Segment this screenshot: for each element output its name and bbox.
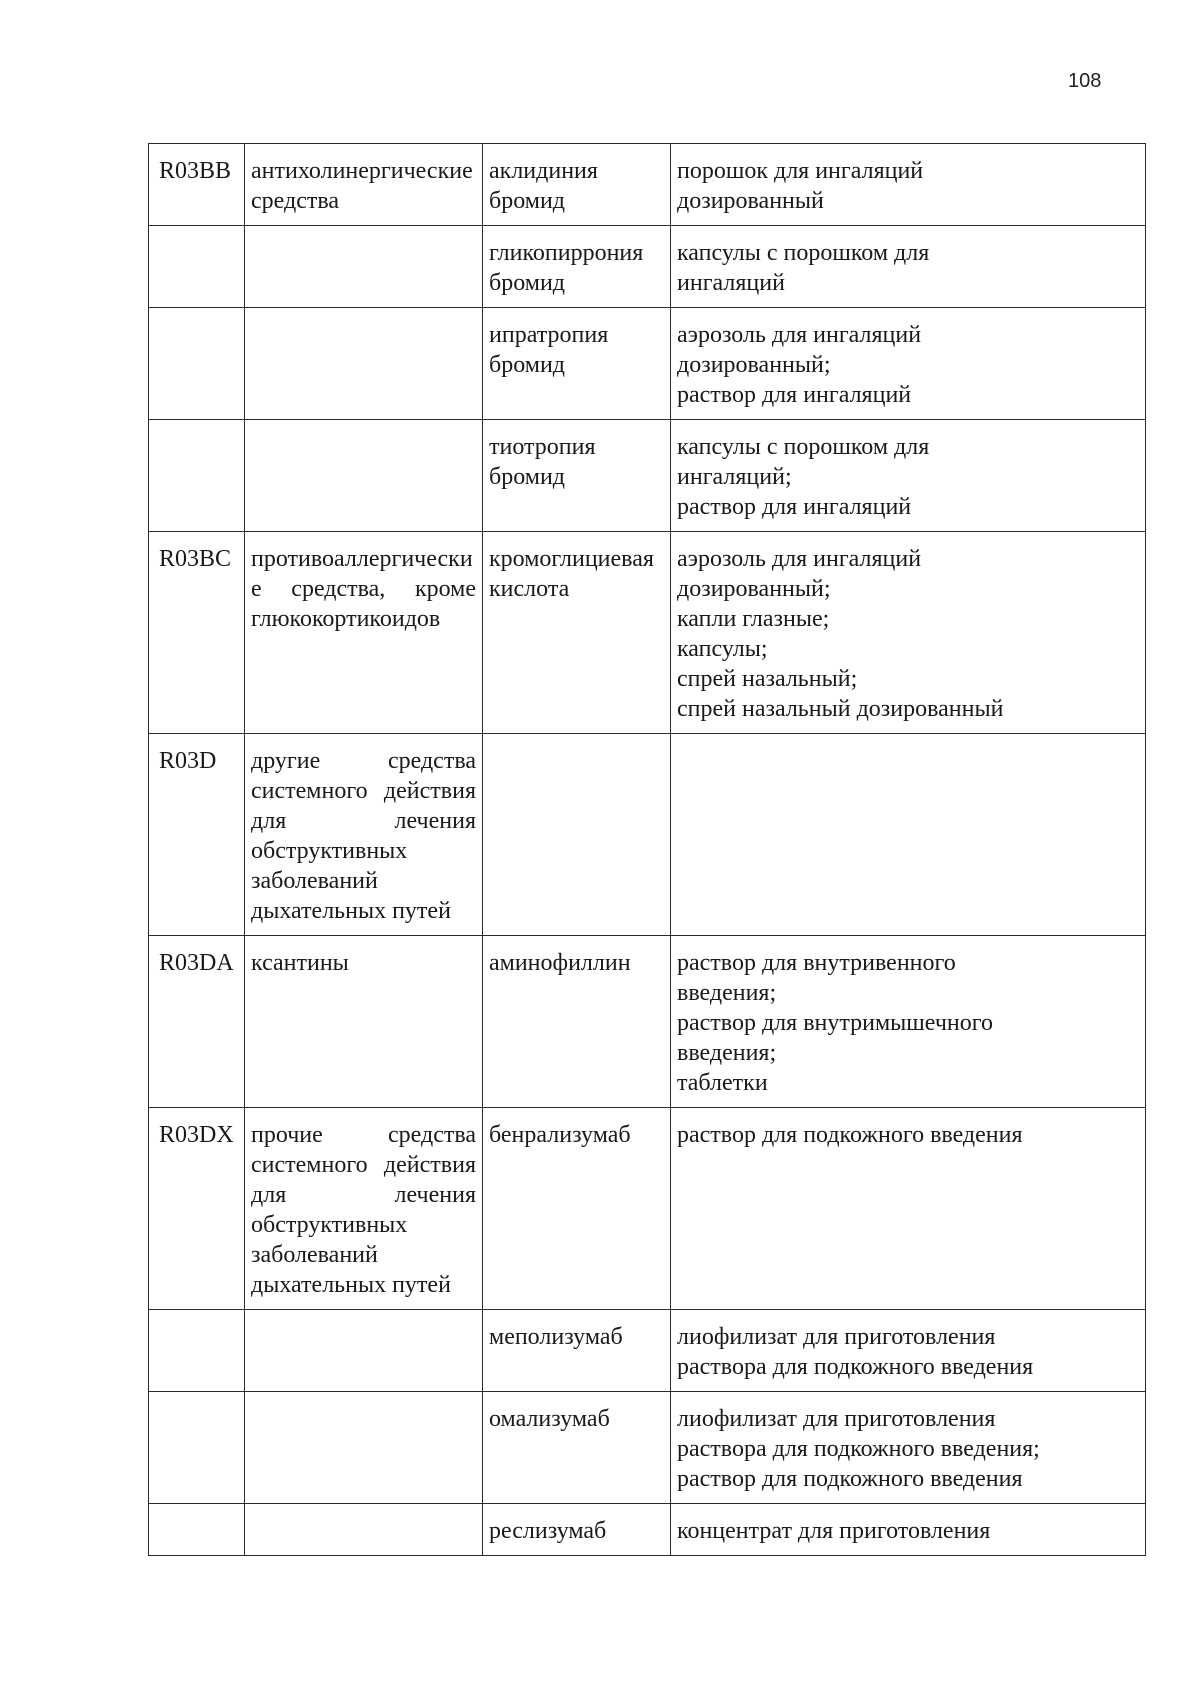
group-cell [245, 308, 483, 420]
group-line: для лечения [251, 1182, 476, 1208]
drug-name-line: бенрализумаб [489, 1122, 631, 1148]
drug-name-cell [483, 734, 671, 936]
dosage-form-cell [671, 1310, 1146, 1392]
table-row [149, 1108, 1146, 1310]
group-cell [245, 226, 483, 308]
dosage-form-line: капсулы; [677, 636, 768, 662]
drug-name-line: ипратропия [489, 322, 609, 348]
group-line: системного действия [251, 1152, 476, 1178]
table-row [149, 532, 1146, 734]
group-cell [245, 420, 483, 532]
group-line: системного действия [251, 778, 476, 804]
group-line: дыхательных путей [251, 898, 451, 924]
drug-name-line: реслизумаб [489, 1518, 607, 1544]
table-row [149, 420, 1146, 532]
dosage-form-line: спрей назальный дозированный [677, 696, 1004, 722]
drug-name-cell [483, 936, 671, 1108]
drug-name-line: аклидиния [489, 158, 598, 184]
atc-code: R03D [159, 748, 217, 774]
group-line: глюкокортикоидов [251, 606, 441, 632]
atc-code-cell [149, 734, 245, 936]
group-line: для лечения [251, 808, 476, 834]
group-line: обструктивных [251, 838, 408, 864]
dosage-form-line: раствор для ингаляций [677, 382, 912, 408]
table-row [149, 144, 1146, 226]
atc-code: R03BB [159, 158, 232, 184]
group-cell [245, 1310, 483, 1392]
dosage-form-line: лиофилизат для приготовления [677, 1324, 996, 1350]
atc-code-cell [149, 144, 245, 226]
group-line: прочие средства [251, 1122, 476, 1148]
atc-code: R03DX [159, 1122, 234, 1148]
drug-name-line: аминофиллин [489, 950, 631, 976]
group-line: заболеваний [251, 868, 378, 894]
dosage-form-cell [671, 420, 1146, 532]
drug-name-line: кромоглициевая [489, 546, 654, 572]
dosage-form-line: лиофилизат для приготовления [677, 1406, 996, 1432]
group-line: обструктивных [251, 1212, 408, 1238]
dosage-form-line: порошок для ингаляций [677, 158, 924, 184]
drug-name-cell [483, 532, 671, 734]
group-line: другие средства [251, 748, 476, 774]
dosage-form-line: раствор для подкожного введения [677, 1122, 1023, 1148]
group-cell [245, 1108, 483, 1310]
dosage-form-line: раствор для внутримышечного [677, 1010, 993, 1036]
group-cell [245, 1504, 483, 1556]
drug-name-line: омализумаб [489, 1406, 610, 1432]
dosage-form-line: таблетки [677, 1070, 768, 1096]
group-line: противоаллергически [251, 546, 473, 572]
drug-name-cell [483, 308, 671, 420]
dosage-form-line: аэрозоль для ингаляций [677, 546, 922, 572]
table-row [149, 936, 1146, 1108]
dosage-form-line: введения; [677, 1040, 777, 1066]
dosage-form-line: капсулы с порошком для [677, 434, 930, 460]
atc-code-cell [149, 936, 245, 1108]
group-line: дыхательных путей [251, 1272, 451, 1298]
dosage-form-cell [671, 1504, 1146, 1556]
group-line: ксантины [251, 950, 349, 976]
dosage-form-line: введения; [677, 980, 777, 1006]
atc-code-cell [149, 1108, 245, 1310]
table-row [149, 1504, 1146, 1556]
atc-code-cell [149, 420, 245, 532]
drug-name-cell [483, 226, 671, 308]
dosage-form-line: спрей назальный; [677, 666, 858, 692]
group-cell [245, 936, 483, 1108]
atc-code-cell [149, 532, 245, 734]
drug-name-cell [483, 420, 671, 532]
dosage-form-cell [671, 532, 1146, 734]
dosage-form-cell [671, 936, 1146, 1108]
atc-code: R03DA [159, 950, 234, 976]
table-row [149, 1392, 1146, 1504]
dosage-form-line: дозированный [677, 188, 824, 214]
drug-name-line: кислота [489, 576, 570, 602]
atc-code-cell [149, 308, 245, 420]
dosage-form-line: раствор для подкожного введения [677, 1466, 1023, 1492]
atc-code-cell [149, 1310, 245, 1392]
table-body [149, 144, 1146, 1556]
group-line: заболеваний [251, 1242, 378, 1268]
table-row [149, 734, 1146, 936]
drug-name-line: бромид [489, 188, 565, 214]
drug-table [148, 143, 1146, 1556]
table-row [149, 1310, 1146, 1392]
dosage-form-line: раствор для ингаляций [677, 494, 912, 520]
drug-name-cell [483, 1392, 671, 1504]
drug-name-line: бромид [489, 464, 565, 490]
group-line: антихолинергические [251, 158, 473, 184]
dosage-form-line: раствора для подкожного введения [677, 1354, 1034, 1380]
atc-code-cell [149, 1504, 245, 1556]
group-line: е средства, кроме [251, 576, 476, 602]
drug-name-line: бромид [489, 352, 565, 378]
dosage-form-cell [671, 226, 1146, 308]
drug-name-line: бромид [489, 270, 565, 296]
dosage-form-line: дозированный; [677, 352, 831, 378]
drug-name-line: гликопиррония [489, 240, 644, 266]
dosage-form-cell [671, 308, 1146, 420]
dosage-form-cell [671, 1392, 1146, 1504]
dosage-form-cell [671, 734, 1146, 936]
dosage-form-line: дозированный; [677, 576, 831, 602]
atc-code-cell [149, 1392, 245, 1504]
dosage-form-line: ингаляций [677, 270, 785, 296]
dosage-form-cell [671, 1108, 1146, 1310]
page-number: 108 [1068, 70, 1102, 92]
dosage-form-line: концентрат для приготовления [677, 1518, 991, 1544]
table-row [149, 226, 1146, 308]
dosage-form-line: раствора для подкожного введения; [677, 1436, 1040, 1462]
dosage-form-cell [671, 144, 1146, 226]
dosage-form-line: раствор для внутривенного [677, 950, 956, 976]
drug-name-line: тиотропия [489, 434, 596, 460]
atc-code: R03BC [159, 546, 232, 572]
drug-name-cell [483, 1108, 671, 1310]
dosage-form-line: капли глазные; [677, 606, 830, 632]
group-cell [245, 1392, 483, 1504]
dosage-form-line: ингаляций; [677, 464, 792, 490]
drug-name-cell [483, 144, 671, 226]
group-cell [245, 144, 483, 226]
group-cell [245, 532, 483, 734]
atc-code-cell [149, 226, 245, 308]
table-row [149, 308, 1146, 420]
drug-name-cell [483, 1310, 671, 1392]
drug-name-cell [483, 1504, 671, 1556]
dosage-form-line: аэрозоль для ингаляций [677, 322, 922, 348]
group-cell [245, 734, 483, 936]
dosage-form-line: капсулы с порошком для [677, 240, 930, 266]
drug-name-line: меполизумаб [489, 1324, 623, 1350]
group-line: средства [251, 188, 340, 214]
